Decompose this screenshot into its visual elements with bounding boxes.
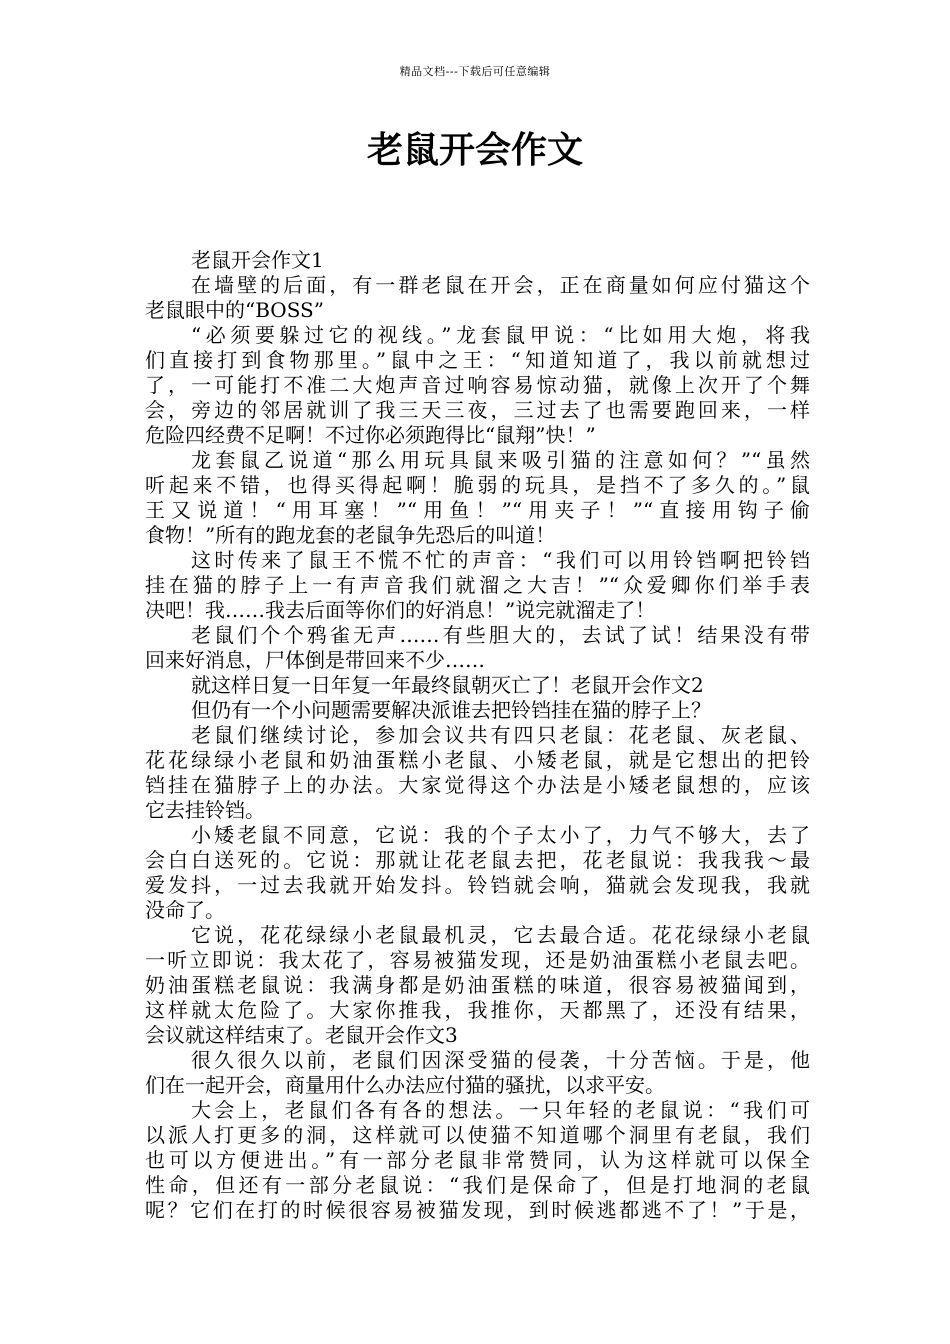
text-line: 这时传来了鼠王不慌不忙的声音：“我们可以用铃铛啊把铃铛: [191, 548, 810, 572]
text-line: 决吧！我……我去后面等你们的好消息！”说完就溜走了！: [145, 598, 656, 622]
text-line: 们在一起开会，商量用什么办法应付猫的骚扰，以求平安。: [145, 1073, 665, 1097]
text-line: 也可以方便进出。”有一部分老鼠非常赞同，认为这样就可以保全: [145, 1148, 810, 1172]
text-line: 很久很久以前，老鼠们因深受猫的侵袭，十分苦恼。于是，他: [191, 1048, 810, 1072]
text-line: 龙套鼠乙说道“那么用玩具鼠来吸引猫的注意如何？”“虽然: [191, 448, 810, 472]
text-line: 老鼠眼中的“BOSS”: [145, 298, 324, 322]
text-line: 危险四经费不足啊！不过你必须跑得比“鼠翔”快！”: [145, 423, 596, 447]
text-line: 老鼠开会作文1: [191, 248, 324, 272]
text-line: 一听立即说：我太花了，容易被猫发现，还是奶油蛋糕小老鼠去吧。: [145, 948, 810, 972]
text-line: 王又说道！“用耳塞！”“用鱼！”“用夹子！”“直接用钩子偷: [145, 498, 810, 522]
text-line: 听起来不错，也得买得起啊！脆弱的玩具，是挡不了多久的。”鼠: [145, 473, 810, 497]
text-line: 但仍有一个小问题需要解决派谁去把铃铛挂在猫的脖子上？: [191, 698, 711, 722]
text-line: 老鼠们个个鸦雀无声……有些胆大的，去试了试！结果没有带: [191, 623, 810, 647]
text-line: 挂在猫的脖子上一有声音我们就溜之大吉！”“众爱卿你们举手表: [145, 573, 810, 597]
text-line: 食物！”所有的跑龙套的老鼠争先恐后的叫道！: [145, 523, 556, 547]
text-line: 就这样日复一日年复一年最终鼠朝灭亡了！老鼠开会作文2: [191, 673, 704, 697]
text-line: “必须要躲过它的视线。”龙套鼠甲说：“比如用大炮，将我: [191, 323, 810, 347]
text-line: 没命了。: [145, 898, 225, 922]
page-title: 老鼠开会作文: [366, 130, 583, 171]
text-line: 奶油蛋糕老鼠说：我满身都是奶油蛋糕的味道，很容易被猫闻到，: [145, 973, 810, 997]
text-line: 大会上，老鼠们各有各的想法。一只年轻的老鼠说：“我们可: [191, 1098, 810, 1122]
text-line: 以派人打更多的洞，这样就可以使猫不知道哪个洞里有老鼠，我们: [145, 1123, 810, 1147]
text-line: 小矮老鼠不同意，它说：我的个子太小了，力气不够大，去了: [191, 823, 810, 847]
text-line: 回来好消息，尸体倒是带回来不少……: [145, 648, 485, 672]
text-line: 这样就太危险了。大家你推我，我推你，天都黑了，还没有结果，: [145, 998, 810, 1022]
text-line: 爱发抖，一过去我就开始发抖。铃铛就会响，猫就会发现我，我就: [145, 873, 810, 897]
text-line: 花花绿绿小老鼠和奶油蛋糕小老鼠、小矮老鼠，就是它想出的把铃: [145, 748, 810, 772]
text-line: 会议就这样结束了。老鼠开会作文3: [145, 1023, 458, 1047]
text-line: 铛挂在猫脖子上的办法。大家觉得这个办法是小矮老鼠想的，应该: [145, 773, 810, 797]
text-line: 在墙壁的后面，有一群老鼠在开会，正在商量如何应付猫这个: [191, 273, 810, 297]
text-line: 性命，但还有一部分老鼠说：“我们是保命了，但是打地洞的老鼠: [145, 1173, 810, 1197]
text-line: 它去挂铃铛。: [145, 798, 265, 822]
text-line: 老鼠们继续讨论，参加会议共有四只老鼠：花老鼠、灰老鼠、: [191, 723, 810, 747]
header-note: 精品文档---下载后可任意编辑: [399, 65, 551, 78]
text-line: 它说，花花绿绿小老鼠最机灵，它去最合适。花花绿绿小老鼠: [191, 923, 810, 947]
text-line: 们直接打到食物那里。”鼠中之王：“知道知道了，我以前就想过: [145, 348, 810, 372]
text-line: 呢？它们在打的时候很容易被猫发现，到时候逃都逃不了！”于是，: [145, 1198, 810, 1222]
text-line: 会白白送死的。它说：那就让花老鼠去把，花老鼠说：我我我～最: [145, 848, 810, 872]
text-line: 了，一可能打不准二大炮声音过响容易惊动猫，就像上次开了个舞: [145, 373, 810, 397]
text-line: 会，旁边的邻居就训了我三天三夜，三过去了也需要跑回来，一样: [145, 398, 810, 422]
body-text: [145, 248, 810, 1223]
